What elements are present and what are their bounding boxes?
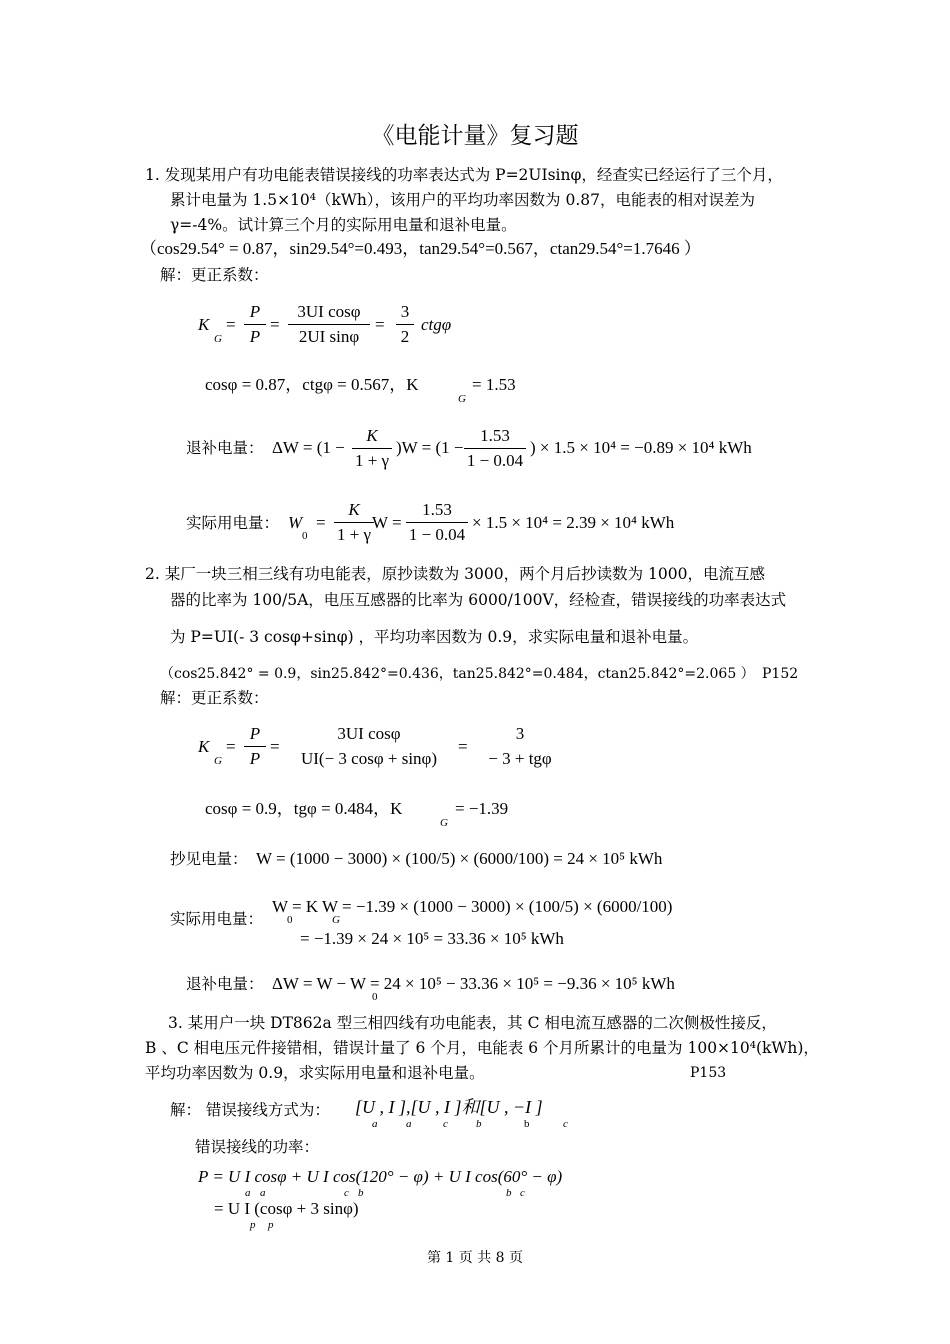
q3-wiring-sub-b2: b <box>524 1118 530 1130</box>
q2-kg-subscript: G <box>214 755 222 767</box>
q1-values: cosφ = 0.87，ctgφ = 0.567，K <box>205 375 419 394</box>
q2-line2: 器的比率为 100/5A，电压互感器的比率为 6000/100V，经检查，错误接线的功率表达式 <box>170 591 787 609</box>
q2-values: cosφ = 0.9，tgφ = 0.484，K <box>205 799 403 818</box>
q3-line2: B 、C 相电压元件接错相，错误计量了 6 个月，电能表 6 个月所累计的电量为 100×10⁴(kWh)， <box>145 1039 819 1057</box>
q1-actual-label: 实际用电量： <box>186 514 280 532</box>
q2-kg-frac1: P P <box>244 724 266 769</box>
q3-eq1-sub-c2: c <box>520 1187 525 1199</box>
q3-eq2-sub-p1: p <box>250 1219 256 1231</box>
q2-refund-eq: ΔW = W − W = 24 × 10⁵ − 33.36 × 10⁵ = −9.36 × 10⁵ kWh <box>272 974 675 993</box>
q1-kg-frac1: P P <box>244 302 266 347</box>
q1-eq-sign-3: = <box>375 315 385 334</box>
q2-kg-frac2: 3UI cosφ UI(− 3 cosφ + sinφ) <box>300 724 438 768</box>
q3-line1: 3. 某用户一块 DT862a 型三相四线有功电能表，其 C 相电流互感器的二次侧极性接反， <box>168 1014 777 1032</box>
q3-page-ref: P153 <box>690 1065 727 1081</box>
q1-ctg: ctgφ <box>421 315 452 334</box>
q3-power-eq1: P = U I cosφ + U I cos(120° − φ) + U I cos(60° − φ) <box>198 1167 563 1186</box>
q3-eq1-sub-b: b <box>358 1187 364 1199</box>
q3-eq1-sub-c: c <box>344 1187 349 1199</box>
q1-refund-frac2: 1.53 1 − 0.04 <box>464 426 526 471</box>
q1-refund-tail: ) × 1.5 × 10⁴ = −0.89 × 10⁴ kWh <box>530 438 752 457</box>
q2-values-subscript: G <box>440 817 448 829</box>
q2-actual-eq1: W = K W = −1.39 × (1000 − 3000) × (100/5) × (6000/100) <box>272 897 673 916</box>
q3-power-eq2: = U I (cosφ + 3 sinφ) <box>214 1199 359 1218</box>
q2-kg-frac3: 3 − 3 + tgφ <box>488 724 552 768</box>
q2-eq-sign-2: = <box>270 737 280 756</box>
q1-kg-symbol: K <box>198 315 210 334</box>
q1-actual-eq: = <box>316 513 326 532</box>
q2-line3: 为 P=UI(- 3 cosφ+sinφ) ，平均功率因数为 0.9，求实际电量和退补电量。 <box>170 628 699 646</box>
q2-eq-sign: = <box>226 737 236 756</box>
q1-actual-w-sub: 0 <box>302 530 308 542</box>
q2-actual-label: 实际用电量： <box>170 910 264 928</box>
q1-line2: 累计电量为 1.5×10⁴（kWh），该用户的平均功率因数为 0.87，电能表的相对误差为 <box>170 191 755 209</box>
q1-actual-w: W <box>288 513 303 532</box>
q2-refund-label: 退补电量： <box>186 975 264 993</box>
q2-refund-sub0: 0 <box>372 991 378 1003</box>
q1-refund-mid: )W = (1 − <box>396 438 464 457</box>
q2-meter-eq: W = (1000 − 3000) × (100/5) × (6000/100) = 24 × 10⁵ kWh <box>256 849 663 868</box>
q1-line3: γ=-4%。试计算三个月的实际用电量和退补电量。 <box>170 216 517 234</box>
q1-kg-frac2: 3UI cosφ 2UI sinφ <box>288 302 370 347</box>
q3-wiring-sub-b1: b <box>476 1118 482 1130</box>
q2-actual-subG: G <box>332 914 340 926</box>
q3-eq1-sub-a2: a <box>260 1187 266 1199</box>
q3-wiring-sub-a1: a <box>372 1118 378 1130</box>
q3-solution-label: 解： 错误接线方式为： <box>170 1101 330 1119</box>
q1-actual-frac1: K 1 + γ <box>334 500 374 545</box>
q1-eq-sign: = <box>226 315 236 334</box>
q2-kg-symbol: K <box>198 737 210 756</box>
q1-values-subscript: G <box>458 393 466 405</box>
q3-wiring-sub-c2: c <box>563 1118 568 1130</box>
q2-meter-label: 抄见电量： <box>170 850 248 868</box>
page-title: 《电能计量》复习题 <box>371 123 579 149</box>
q1-kg-subscript: G <box>214 333 222 345</box>
q1-solution-label: 解：更正系数： <box>160 266 269 284</box>
q3-wiring: [U , I ],[U , I ]和[U , −I ] <box>355 1097 543 1117</box>
q1-actual-mid: W = <box>372 513 402 532</box>
q1-refund-eq: ΔW = (1 − <box>272 438 345 457</box>
q3-eq1-sub-b2: b <box>506 1187 512 1199</box>
q1-line1: 1. 发现某用户有功电能表错误接线的功率表达式为 P=2UIsinφ，经查实已经运行了三个月， <box>145 166 783 184</box>
q1-eq-sign-2: = <box>270 315 280 334</box>
q1-refund-label: 退补电量： <box>186 439 264 457</box>
q3-line3: 平均功率因数为 0.9，求实际用电量和退补电量。 <box>145 1064 485 1082</box>
page-footer: 第 1 页 共 8 页 <box>426 1250 524 1266</box>
q3-wiring-sub-c1: c <box>443 1118 448 1130</box>
q2-given-values: （cos25.842° = 0.9，sin25.842°=0.436，tan25.842°=0.484，ctan25.842°=2.065 ） <box>160 666 755 682</box>
q1-values-tail: = 1.53 <box>472 375 516 394</box>
q2-line1: 2. 某厂一块三相三线有功电能表，原抄读数为 3000，两个月后抄读数为 1000，电流互感 <box>145 565 765 583</box>
q1-kg-frac3: 3 2 <box>396 302 414 347</box>
q1-given-values: （cos29.54° = 0.87，sin29.54°=0.493，tan29.54°=0.567，ctan29.54°=1.7646 ） <box>140 239 701 258</box>
q3-eq2-sub-p2: p <box>268 1219 274 1231</box>
q2-solution-label: 解：更正系数： <box>160 689 269 707</box>
q3-power-label: 错误接线的功率： <box>195 1138 320 1156</box>
q2-eq-sign-3: = <box>458 737 468 756</box>
q2-actual-eq2: = −1.39 × 24 × 10⁵ = 33.36 × 10⁵ kWh <box>300 929 564 948</box>
q2-page-ref: P152 <box>762 666 799 682</box>
q3-eq1-sub-a1: a <box>245 1187 251 1199</box>
q1-refund-frac1: K 1 + γ <box>352 426 392 471</box>
q2-actual-sub0: 0 <box>287 914 293 926</box>
q1-actual-tail: × 1.5 × 10⁴ = 2.39 × 10⁴ kWh <box>472 513 675 532</box>
q1-actual-frac2: 1.53 1 − 0.04 <box>406 500 468 545</box>
q3-wiring-sub-a2: a <box>406 1118 412 1130</box>
q2-values-tail: = −1.39 <box>455 799 509 818</box>
